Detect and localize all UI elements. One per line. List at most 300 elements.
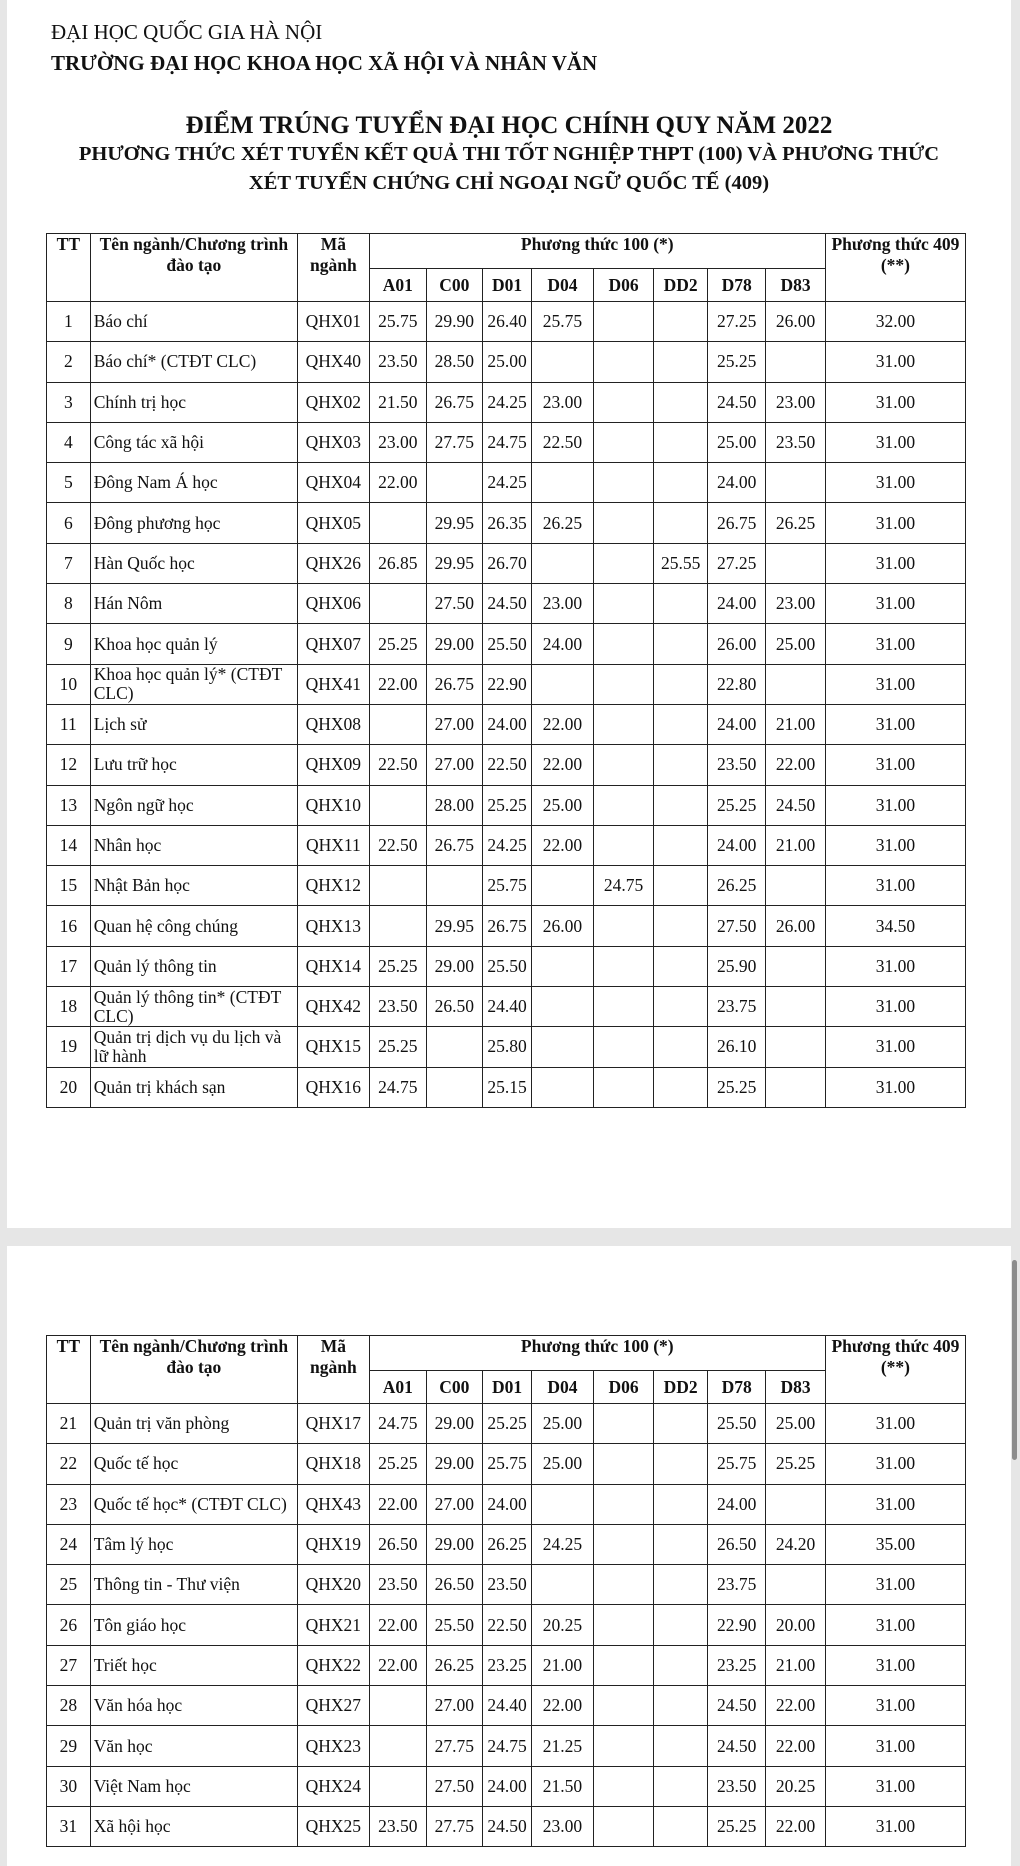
score-cell: 24.75 — [369, 1067, 426, 1107]
score-cell — [654, 664, 708, 704]
score-cell — [593, 382, 654, 422]
score-cell — [654, 422, 708, 462]
table-row — [47, 382, 966, 422]
score-cell: 25.25 — [369, 1444, 426, 1484]
table-row — [47, 1067, 966, 1107]
table-row — [47, 543, 966, 583]
score-cell — [654, 624, 708, 664]
score-cell — [593, 1766, 654, 1806]
header-code: Mã ngành — [298, 1336, 370, 1404]
row-number: 10 — [47, 664, 91, 704]
score-cell: 26.50 — [426, 1565, 482, 1605]
score-cell: 23.50 — [369, 987, 426, 1027]
score-cell — [654, 987, 708, 1027]
score-cell — [654, 503, 708, 543]
row-number: 27 — [47, 1645, 91, 1685]
score-cell: 25.25 — [369, 624, 426, 664]
program-name: Văn hóa học — [90, 1686, 297, 1726]
program-name: Quản lý thông tin* (CTĐT CLC) — [90, 987, 297, 1027]
score-cell — [532, 463, 594, 503]
score-cell: 25.50 — [482, 624, 531, 664]
score-cell: 27.50 — [426, 1766, 482, 1806]
score-cell — [593, 624, 654, 664]
score-cell: 26.35 — [482, 503, 531, 543]
row-number: 8 — [47, 584, 91, 624]
header-block: D78 — [708, 269, 766, 302]
table-row — [47, 1565, 966, 1605]
table-row — [47, 463, 966, 503]
score-cell — [593, 1484, 654, 1524]
score-cell: 25.25 — [766, 1444, 825, 1484]
row-number: 11 — [47, 704, 91, 744]
score-cell — [654, 584, 708, 624]
row-number: 20 — [47, 1067, 91, 1107]
table-row — [47, 745, 966, 785]
score-cell: 29.00 — [426, 1524, 482, 1564]
score-cell: 25.50 — [426, 1605, 482, 1645]
score-cell — [593, 946, 654, 986]
row-number: 28 — [47, 1686, 91, 1726]
score-cell — [369, 906, 426, 946]
score-cell — [593, 1686, 654, 1726]
header-method-100: Phương thức 100 (*) — [369, 1336, 825, 1371]
program-code: QHX09 — [298, 745, 370, 785]
score-cell: 25.50 — [708, 1404, 766, 1444]
score-cell: 25.75 — [482, 866, 531, 906]
score-cell — [654, 1686, 708, 1726]
header-block: D01 — [482, 269, 531, 302]
score-cell — [593, 1645, 654, 1685]
score-cell: 29.00 — [426, 1404, 482, 1444]
program-code: QHX05 — [298, 503, 370, 543]
score-cell: 29.90 — [426, 302, 482, 342]
score-cell: 26.75 — [482, 906, 531, 946]
scrollbar-thumb[interactable] — [1012, 1260, 1017, 1460]
table-row — [47, 704, 966, 744]
score-cell: 25.25 — [482, 785, 531, 825]
score-cell: 25.00 — [532, 1444, 594, 1484]
score-cell: 27.50 — [708, 906, 766, 946]
score-cell — [369, 584, 426, 624]
score-cell: 21.50 — [532, 1766, 594, 1806]
score-cell — [593, 1027, 654, 1067]
program-name: Khoa học quản lý* (CTĐT CLC) — [90, 664, 297, 704]
header-block: D06 — [593, 1371, 654, 1404]
score-cell: 25.80 — [482, 1027, 531, 1067]
score-cell: 23.50 — [369, 1565, 426, 1605]
score-cell: 23.50 — [766, 422, 825, 462]
header-block: C00 — [426, 1371, 482, 1404]
score-cell: 29.00 — [426, 624, 482, 664]
score-cell: 23.00 — [369, 422, 426, 462]
score-409: 31.00 — [825, 342, 965, 382]
score-cell — [766, 664, 825, 704]
table-row — [47, 624, 966, 664]
score-cell: 29.00 — [426, 946, 482, 986]
header-block: C00 — [426, 269, 482, 302]
header-block: D83 — [766, 1371, 825, 1404]
score-cell: 26.25 — [482, 1524, 531, 1564]
score-cell: 29.00 — [426, 1444, 482, 1484]
score-cell — [593, 987, 654, 1027]
score-cell: 24.00 — [708, 825, 766, 865]
program-code: QHX21 — [298, 1605, 370, 1645]
score-cell — [766, 1484, 825, 1524]
table-row — [47, 584, 966, 624]
program-name: Văn học — [90, 1726, 297, 1766]
score-409: 31.00 — [825, 946, 965, 986]
score-cell — [532, 1484, 594, 1524]
row-number: 30 — [47, 1766, 91, 1806]
score-cell: 24.75 — [593, 866, 654, 906]
score-cell — [593, 906, 654, 946]
program-name: Lưu trữ học — [90, 745, 297, 785]
score-cell: 23.00 — [532, 584, 594, 624]
score-cell — [766, 342, 825, 382]
score-cell: 22.00 — [369, 1645, 426, 1685]
program-name: Hàn Quốc học — [90, 543, 297, 583]
score-cell — [654, 1605, 708, 1645]
score-409: 34.50 — [825, 906, 965, 946]
score-cell: 27.00 — [426, 1686, 482, 1726]
score-cell — [593, 825, 654, 865]
header-block: A01 — [369, 1371, 426, 1404]
program-name: Chính trị học — [90, 382, 297, 422]
row-number: 14 — [47, 825, 91, 865]
header-method-409: Phương thức 409 (**) — [825, 234, 965, 302]
header-block: D04 — [532, 1371, 594, 1404]
table-row — [47, 422, 966, 462]
program-name: Báo chí — [90, 302, 297, 342]
row-number: 22 — [47, 1444, 91, 1484]
score-cell: 24.00 — [708, 463, 766, 503]
table-row — [47, 906, 966, 946]
score-cell — [654, 1444, 708, 1484]
score-cell — [654, 382, 708, 422]
row-number: 4 — [47, 422, 91, 462]
score-cell: 22.00 — [369, 1484, 426, 1524]
score-cell: 29.95 — [426, 543, 482, 583]
score-cell — [593, 1067, 654, 1107]
score-cell — [654, 1565, 708, 1605]
header-method-409: Phương thức 409 (**) — [825, 1336, 965, 1404]
score-cell: 25.00 — [766, 1404, 825, 1444]
header-block: D04 — [532, 269, 594, 302]
score-cell: 23.50 — [708, 745, 766, 785]
document-subtitle-line1: PHƯƠNG THỨC XÉT TUYỂN KẾT QUẢ THI TỐT NGHIỆP THPT (100) VÀ PHƯƠNG THỨC — [78, 143, 940, 165]
score-cell — [593, 342, 654, 382]
score-cell: 22.00 — [532, 1686, 594, 1726]
score-cell — [593, 1605, 654, 1645]
score-cell: 21.00 — [766, 704, 825, 744]
header-block: D83 — [766, 269, 825, 302]
score-409: 31.00 — [825, 825, 965, 865]
score-cell: 26.25 — [532, 503, 594, 543]
program-name: Quản lý thông tin — [90, 946, 297, 986]
program-code: QHX02 — [298, 382, 370, 422]
program-code: QHX07 — [298, 624, 370, 664]
score-409: 31.00 — [825, 1605, 965, 1645]
header-program-name: Tên ngành/Chương trình đào tạo — [90, 1336, 297, 1404]
score-cell: 25.25 — [482, 1404, 531, 1444]
score-cell: 29.95 — [426, 906, 482, 946]
score-cell: 27.00 — [426, 745, 482, 785]
score-cell — [654, 463, 708, 503]
score-cell — [654, 1645, 708, 1685]
score-cell — [532, 1565, 594, 1605]
score-cell: 26.50 — [426, 987, 482, 1027]
score-cell: 24.25 — [532, 1524, 594, 1564]
score-cell: 27.50 — [426, 584, 482, 624]
score-cell — [369, 704, 426, 744]
score-cell — [654, 342, 708, 382]
score-cell: 25.50 — [482, 946, 531, 986]
score-cell: 24.50 — [482, 1806, 531, 1846]
score-cell: 21.00 — [766, 825, 825, 865]
score-cell: 25.75 — [532, 302, 594, 342]
program-name: Việt Nam học — [90, 1766, 297, 1806]
score-cell: 24.00 — [532, 624, 594, 664]
score-cell: 25.90 — [708, 946, 766, 986]
score-cell — [766, 946, 825, 986]
row-number: 1 — [47, 302, 91, 342]
program-name: Công tác xã hội — [90, 422, 297, 462]
score-409: 31.00 — [825, 1686, 965, 1726]
score-cell: 28.00 — [426, 785, 482, 825]
score-cell: 26.75 — [426, 825, 482, 865]
score-409: 31.00 — [825, 1444, 965, 1484]
score-cell: 26.00 — [766, 302, 825, 342]
program-code: QHX15 — [298, 1027, 370, 1067]
score-cell: 26.25 — [426, 1645, 482, 1685]
score-cell: 25.55 — [654, 543, 708, 583]
row-number: 18 — [47, 987, 91, 1027]
score-cell: 23.50 — [708, 1766, 766, 1806]
score-cell: 26.70 — [482, 543, 531, 583]
score-cell — [369, 1726, 426, 1766]
header-block: A01 — [369, 269, 426, 302]
score-cell: 21.25 — [532, 1726, 594, 1766]
score-cell: 21.00 — [532, 1645, 594, 1685]
score-cell — [593, 1444, 654, 1484]
scores-table-page-2 — [46, 1335, 966, 1847]
table-row — [47, 1686, 966, 1726]
score-cell: 25.25 — [369, 1027, 426, 1067]
row-number: 7 — [47, 543, 91, 583]
score-cell: 21.00 — [766, 1645, 825, 1685]
score-409: 31.00 — [825, 1766, 965, 1806]
row-number: 24 — [47, 1524, 91, 1564]
score-cell: 23.75 — [708, 1565, 766, 1605]
score-cell: 22.00 — [766, 1806, 825, 1846]
score-cell: 25.15 — [482, 1067, 531, 1107]
score-409: 31.00 — [825, 1404, 965, 1444]
score-cell: 29.95 — [426, 503, 482, 543]
program-name: Thông tin - Thư viện — [90, 1565, 297, 1605]
header-tt: TT — [47, 1336, 91, 1404]
score-cell — [532, 866, 594, 906]
table-row — [47, 1806, 966, 1846]
table-row — [47, 1027, 966, 1067]
program-code: QHX14 — [298, 946, 370, 986]
score-cell: 22.50 — [482, 1605, 531, 1645]
score-cell — [654, 704, 708, 744]
score-cell: 25.00 — [532, 785, 594, 825]
table-row — [47, 1605, 966, 1645]
score-cell: 26.40 — [482, 302, 531, 342]
table-row — [47, 1766, 966, 1806]
score-cell: 27.00 — [426, 704, 482, 744]
score-cell: 23.75 — [708, 987, 766, 1027]
score-cell: 24.40 — [482, 1686, 531, 1726]
score-cell — [369, 1686, 426, 1726]
score-409: 31.00 — [825, 785, 965, 825]
score-cell — [532, 987, 594, 1027]
score-cell — [426, 1027, 482, 1067]
header-block: D06 — [593, 269, 654, 302]
row-number: 23 — [47, 1484, 91, 1524]
score-cell: 26.10 — [708, 1027, 766, 1067]
score-cell — [593, 584, 654, 624]
score-cell — [654, 1726, 708, 1766]
score-cell: 27.00 — [426, 1484, 482, 1524]
score-cell — [532, 342, 594, 382]
score-cell: 23.00 — [532, 1806, 594, 1846]
score-cell — [593, 1565, 654, 1605]
score-cell: 20.00 — [766, 1605, 825, 1645]
score-cell — [532, 946, 594, 986]
program-code: QHX01 — [298, 302, 370, 342]
score-cell: 23.50 — [369, 342, 426, 382]
table-row — [47, 503, 966, 543]
score-cell: 25.00 — [766, 624, 825, 664]
score-cell — [593, 463, 654, 503]
score-cell: 27.25 — [708, 302, 766, 342]
score-cell: 24.00 — [708, 1484, 766, 1524]
score-cell — [654, 785, 708, 825]
row-number: 29 — [47, 1726, 91, 1766]
scores-table-body — [47, 302, 966, 1108]
program-name: Hán Nôm — [90, 584, 297, 624]
score-cell: 22.50 — [369, 825, 426, 865]
score-409: 31.00 — [825, 1565, 965, 1605]
header-tt: TT — [47, 234, 91, 302]
score-cell: 22.80 — [708, 664, 766, 704]
score-cell: 23.25 — [482, 1645, 531, 1685]
score-cell — [654, 302, 708, 342]
score-cell: 22.00 — [766, 745, 825, 785]
score-409: 31.00 — [825, 422, 965, 462]
score-cell — [532, 664, 594, 704]
program-code: QHX19 — [298, 1524, 370, 1564]
score-cell — [654, 1524, 708, 1564]
program-code: QHX16 — [298, 1067, 370, 1107]
score-cell — [593, 1404, 654, 1444]
score-cell — [766, 987, 825, 1027]
score-cell — [654, 1806, 708, 1846]
table-row — [47, 342, 966, 382]
row-number: 21 — [47, 1404, 91, 1444]
program-name: Ngôn ngữ học — [90, 785, 297, 825]
score-cell: 27.75 — [426, 1806, 482, 1846]
score-cell — [766, 543, 825, 583]
score-cell: 24.40 — [482, 987, 531, 1027]
table-row — [47, 785, 966, 825]
score-cell — [593, 503, 654, 543]
score-409: 31.00 — [825, 1027, 965, 1067]
score-409: 31.00 — [825, 584, 965, 624]
score-cell — [369, 503, 426, 543]
program-name: Quản trị khách sạn — [90, 1067, 297, 1107]
header-block: D78 — [708, 1371, 766, 1404]
program-code: QHX12 — [298, 866, 370, 906]
program-code: QHX18 — [298, 1444, 370, 1484]
score-cell: 25.25 — [708, 785, 766, 825]
score-409: 32.00 — [825, 302, 965, 342]
program-code: QHX08 — [298, 704, 370, 744]
program-code: QHX11 — [298, 825, 370, 865]
program-name: Đông phương học — [90, 503, 297, 543]
program-name: Khoa học quản lý — [90, 624, 297, 664]
score-cell: 24.25 — [482, 382, 531, 422]
score-cell: 26.00 — [532, 906, 594, 946]
row-number: 9 — [47, 624, 91, 664]
score-cell — [426, 1067, 482, 1107]
score-409: 31.00 — [825, 664, 965, 704]
score-cell: 23.50 — [369, 1806, 426, 1846]
score-cell — [532, 1027, 594, 1067]
table-row — [47, 664, 966, 704]
score-cell: 23.00 — [766, 584, 825, 624]
program-name: Quốc tế học* (CTĐT CLC) — [90, 1484, 297, 1524]
score-cell: 24.25 — [482, 825, 531, 865]
table-row — [47, 1404, 966, 1444]
table-row — [47, 1645, 966, 1685]
score-cell — [654, 946, 708, 986]
program-code: QHX23 — [298, 1726, 370, 1766]
score-409: 31.00 — [825, 463, 965, 503]
row-number: 26 — [47, 1605, 91, 1645]
score-cell: 23.25 — [708, 1645, 766, 1685]
score-cell: 27.25 — [708, 543, 766, 583]
score-409: 31.00 — [825, 704, 965, 744]
program-code: QHX10 — [298, 785, 370, 825]
score-cell — [593, 785, 654, 825]
row-number: 31 — [47, 1806, 91, 1846]
score-cell: 24.75 — [369, 1404, 426, 1444]
score-cell: 25.25 — [708, 1806, 766, 1846]
score-409: 31.00 — [825, 1067, 965, 1107]
program-name: Lịch sử — [90, 704, 297, 744]
score-cell: 25.75 — [369, 302, 426, 342]
score-cell: 25.00 — [532, 1404, 594, 1444]
score-cell: 24.00 — [482, 704, 531, 744]
program-code: QHX24 — [298, 1766, 370, 1806]
score-cell — [593, 664, 654, 704]
row-number: 13 — [47, 785, 91, 825]
score-cell: 22.00 — [532, 704, 594, 744]
university-name: ĐẠI HỌC QUỐC GIA HÀ NỘI — [51, 20, 323, 44]
row-number: 19 — [47, 1027, 91, 1067]
row-number: 15 — [47, 866, 91, 906]
score-cell: 25.00 — [482, 342, 531, 382]
program-name: Tâm lý học — [90, 1524, 297, 1564]
score-cell — [426, 866, 482, 906]
score-cell: 26.75 — [708, 503, 766, 543]
score-cell: 26.50 — [369, 1524, 426, 1564]
row-number: 25 — [47, 1565, 91, 1605]
program-code: QHX04 — [298, 463, 370, 503]
